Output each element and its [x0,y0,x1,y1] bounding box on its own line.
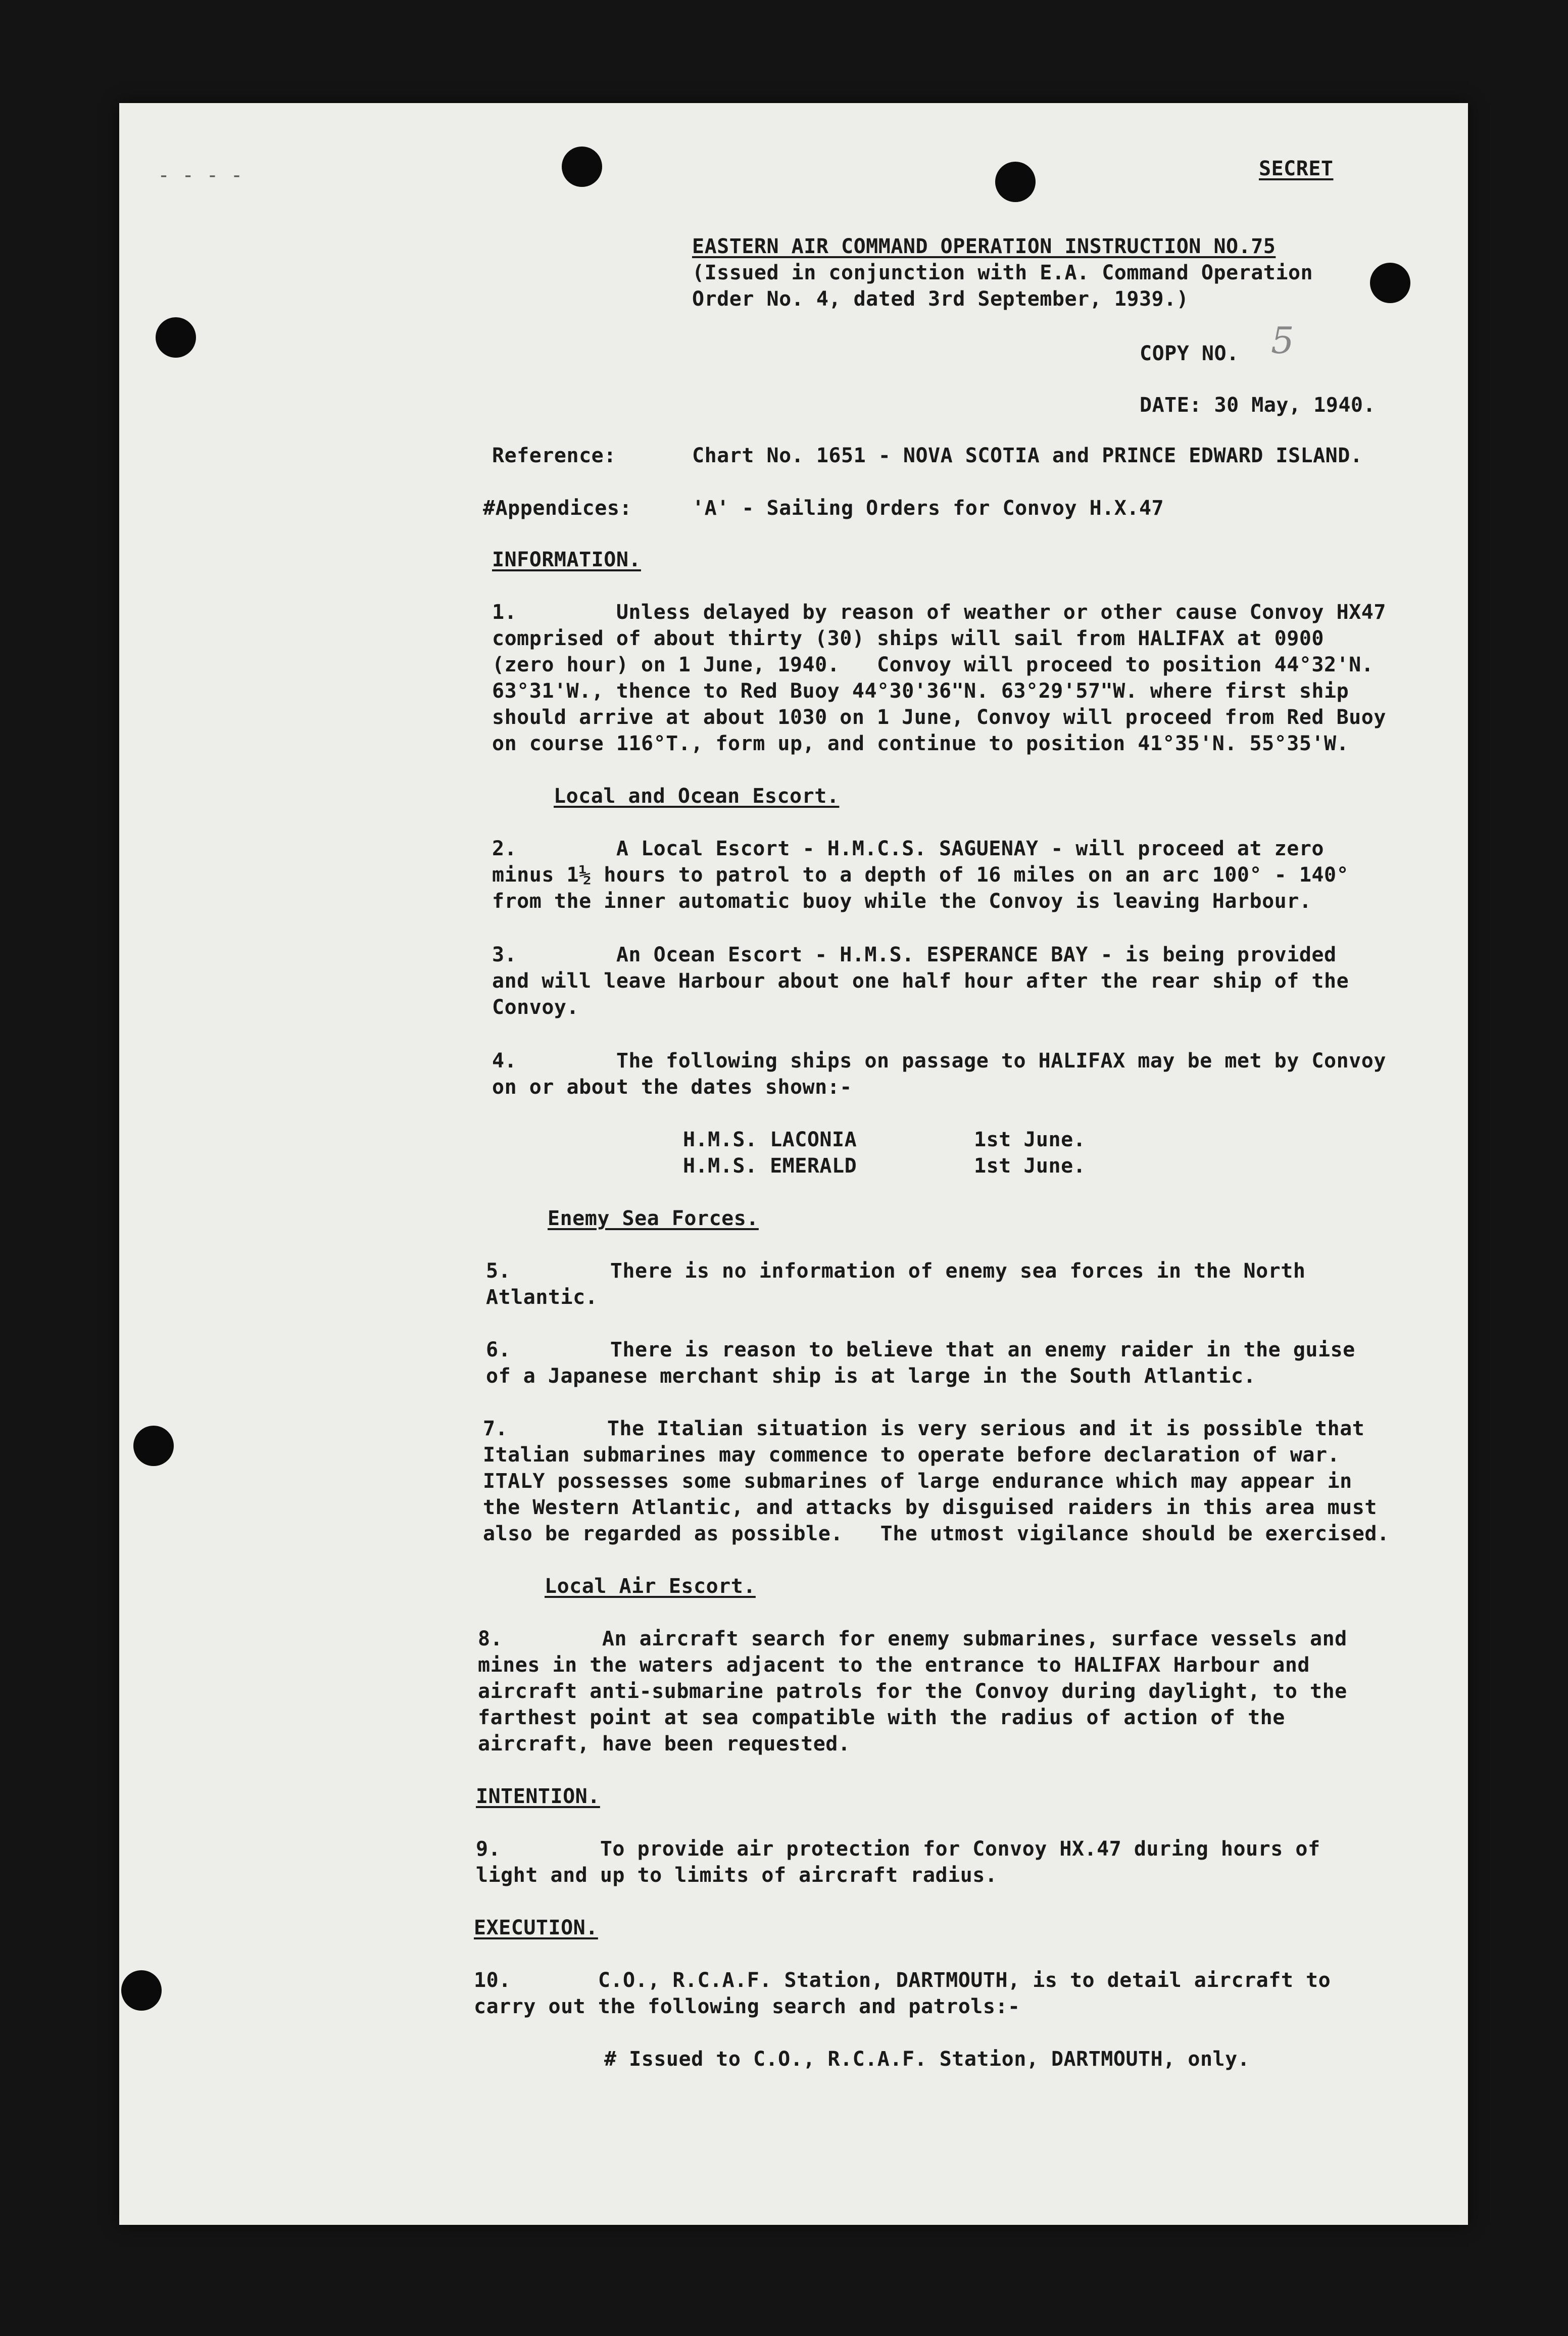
document-date: DATE: 30 May, 1940. [1140,394,1376,417]
paragraph-line: mines in the waters adjacent to the entrance to HALIFAX Harbour and [478,1653,1310,1677]
section-heading-intention: INTENTION. [476,1785,600,1808]
paragraph-line: (zero hour) on 1 June, 1940. Convoy will proceed to position 44°32'N. [492,653,1374,676]
ship-date: 1st June. [974,1154,1086,1178]
paragraph-line: 8. An aircraft search for enemy submarines, surface vessels and [478,1627,1347,1650]
paragraph-line: from the inner automatic buoy while the Convoy is leaving Harbour. [492,890,1312,913]
paragraph-line: 2. A Local Escort - H.M.C.S. SAGUENAY - will proceed at zero [492,837,1324,860]
document-title: EASTERN AIR COMMAND OPERATION INSTRUCTION NO.75 [692,235,1276,258]
punch-hole [562,147,602,187]
copy-number: 5 [1271,319,1294,362]
paragraph-line: on or about the dates shown:- [492,1076,852,1099]
paragraph-line: also be regarded as possible. The utmost vigilance should be exercised. [483,1522,1390,1545]
paragraph-line: 9. To provide air protection for Convoy HX.47 during hours of [476,1837,1320,1861]
paragraph-line: Convoy. [492,996,579,1019]
section-heading-execution: EXECUTION. [474,1916,598,1939]
paragraph-line: Atlantic. [486,1286,598,1309]
punch-hole [133,1426,174,1466]
ship-date: 1st June. [974,1128,1086,1151]
footnote: # Issued to C.O., R.C.A.F. Station, DARTMOUTH, only. [604,2048,1250,2071]
paragraph-line: 10. C.O., R.C.A.F. Station, DARTMOUTH, is to detail aircraft to [474,1969,1331,1992]
reference-value: Chart No. 1651 - NOVA SCOTIA and PRINCE EDWARD ISLAND. [692,444,1363,467]
paragraph-line: 63°31'W., thence to Red Buoy 44°30'36"N. 63°29'57"W. where first ship [492,679,1349,703]
classification-marking: SECRET [1259,157,1334,180]
issued-note-line: Order No. 4, dated 3rd September, 1939.) [692,287,1189,311]
paragraph-line: ITALY possesses some submarines of large endurance which may appear in [483,1470,1352,1493]
punch-hole [156,317,196,358]
paragraph-line: comprised of about thirty (30) ships will sail from HALIFAX at 0900 [492,627,1324,650]
appendices-value: 'A' - Sailing Orders for Convoy H.X.47 [692,497,1164,520]
ship-name: H.M.S. LACONIA [683,1128,857,1151]
punch-hole [1370,263,1410,303]
paragraph-line: light and up to limits of aircraft radius. [476,1864,998,1887]
subheading-enemy-sea-forces: Enemy Sea Forces. [548,1207,759,1230]
paragraph-line: farthest point at sea compatible with the radius of action of the [478,1706,1285,1729]
ship-name: H.M.S. EMERALD [683,1154,857,1178]
paragraph-line: 3. An Ocean Escort - H.M.S. ESPERANCE BAY - is being provided [492,943,1337,966]
paragraph-line: 7. The Italian situation is very serious and it is possible that [483,1417,1365,1440]
paragraph-line: Italian submarines may commence to operate before declaration of war. [483,1443,1340,1467]
document-page [119,103,1468,2225]
paragraph-line: on course 116°T., form up, and continue to position 41°35'N. 55°35'W. [492,732,1349,755]
appendices-label: #Appendices: [483,497,632,520]
paragraph-line: and will leave Harbour about one half hour after the rear ship of the [492,969,1349,993]
paragraph-line: 4. The following ships on passage to HALIFAX may be met by Convoy [492,1049,1386,1073]
paragraph-line: aircraft, have been requested. [478,1732,851,1756]
paragraph-line: of a Japanese merchant ship is at large in the South Atlantic. [486,1365,1256,1388]
copy-label: COPY NO. [1140,342,1239,365]
reference-label: Reference: [492,444,616,467]
paragraph-line: 5. There is no information of enemy sea forces in the North [486,1259,1306,1283]
punch-hole [995,162,1036,202]
paragraph-line: minus 1½ hours to patrol to a depth of 16 miles on an arc 100° - 140° [492,863,1349,887]
section-heading-information: INFORMATION. [492,548,641,571]
subheading-local-air-escort: Local Air Escort. [545,1575,756,1598]
paragraph-line: carry out the following search and patrols:- [474,1995,1020,2018]
paragraph-line: 1. Unless delayed by reason of weather or other cause Convoy HX47 [492,601,1386,624]
paragraph-line: should arrive at about 1030 on 1 June, Convoy will proceed from Red Buoy [492,706,1386,729]
punch-hole [121,1970,162,2011]
issued-note-line: (Issued in conjunction with E.A. Command Operation [692,261,1313,284]
subheading-local-ocean-escort: Local and Ocean Escort. [554,785,840,808]
paragraph-line: aircraft anti-submarine patrols for the Convoy during daylight, to the [478,1680,1347,1703]
stray-mark: - - - - [158,164,243,187]
paragraph-line: the Western Atlantic, and attacks by disguised raiders in this area must [483,1496,1377,1519]
paragraph-line: 6. There is reason to believe that an enemy raider in the guise [486,1338,1355,1361]
